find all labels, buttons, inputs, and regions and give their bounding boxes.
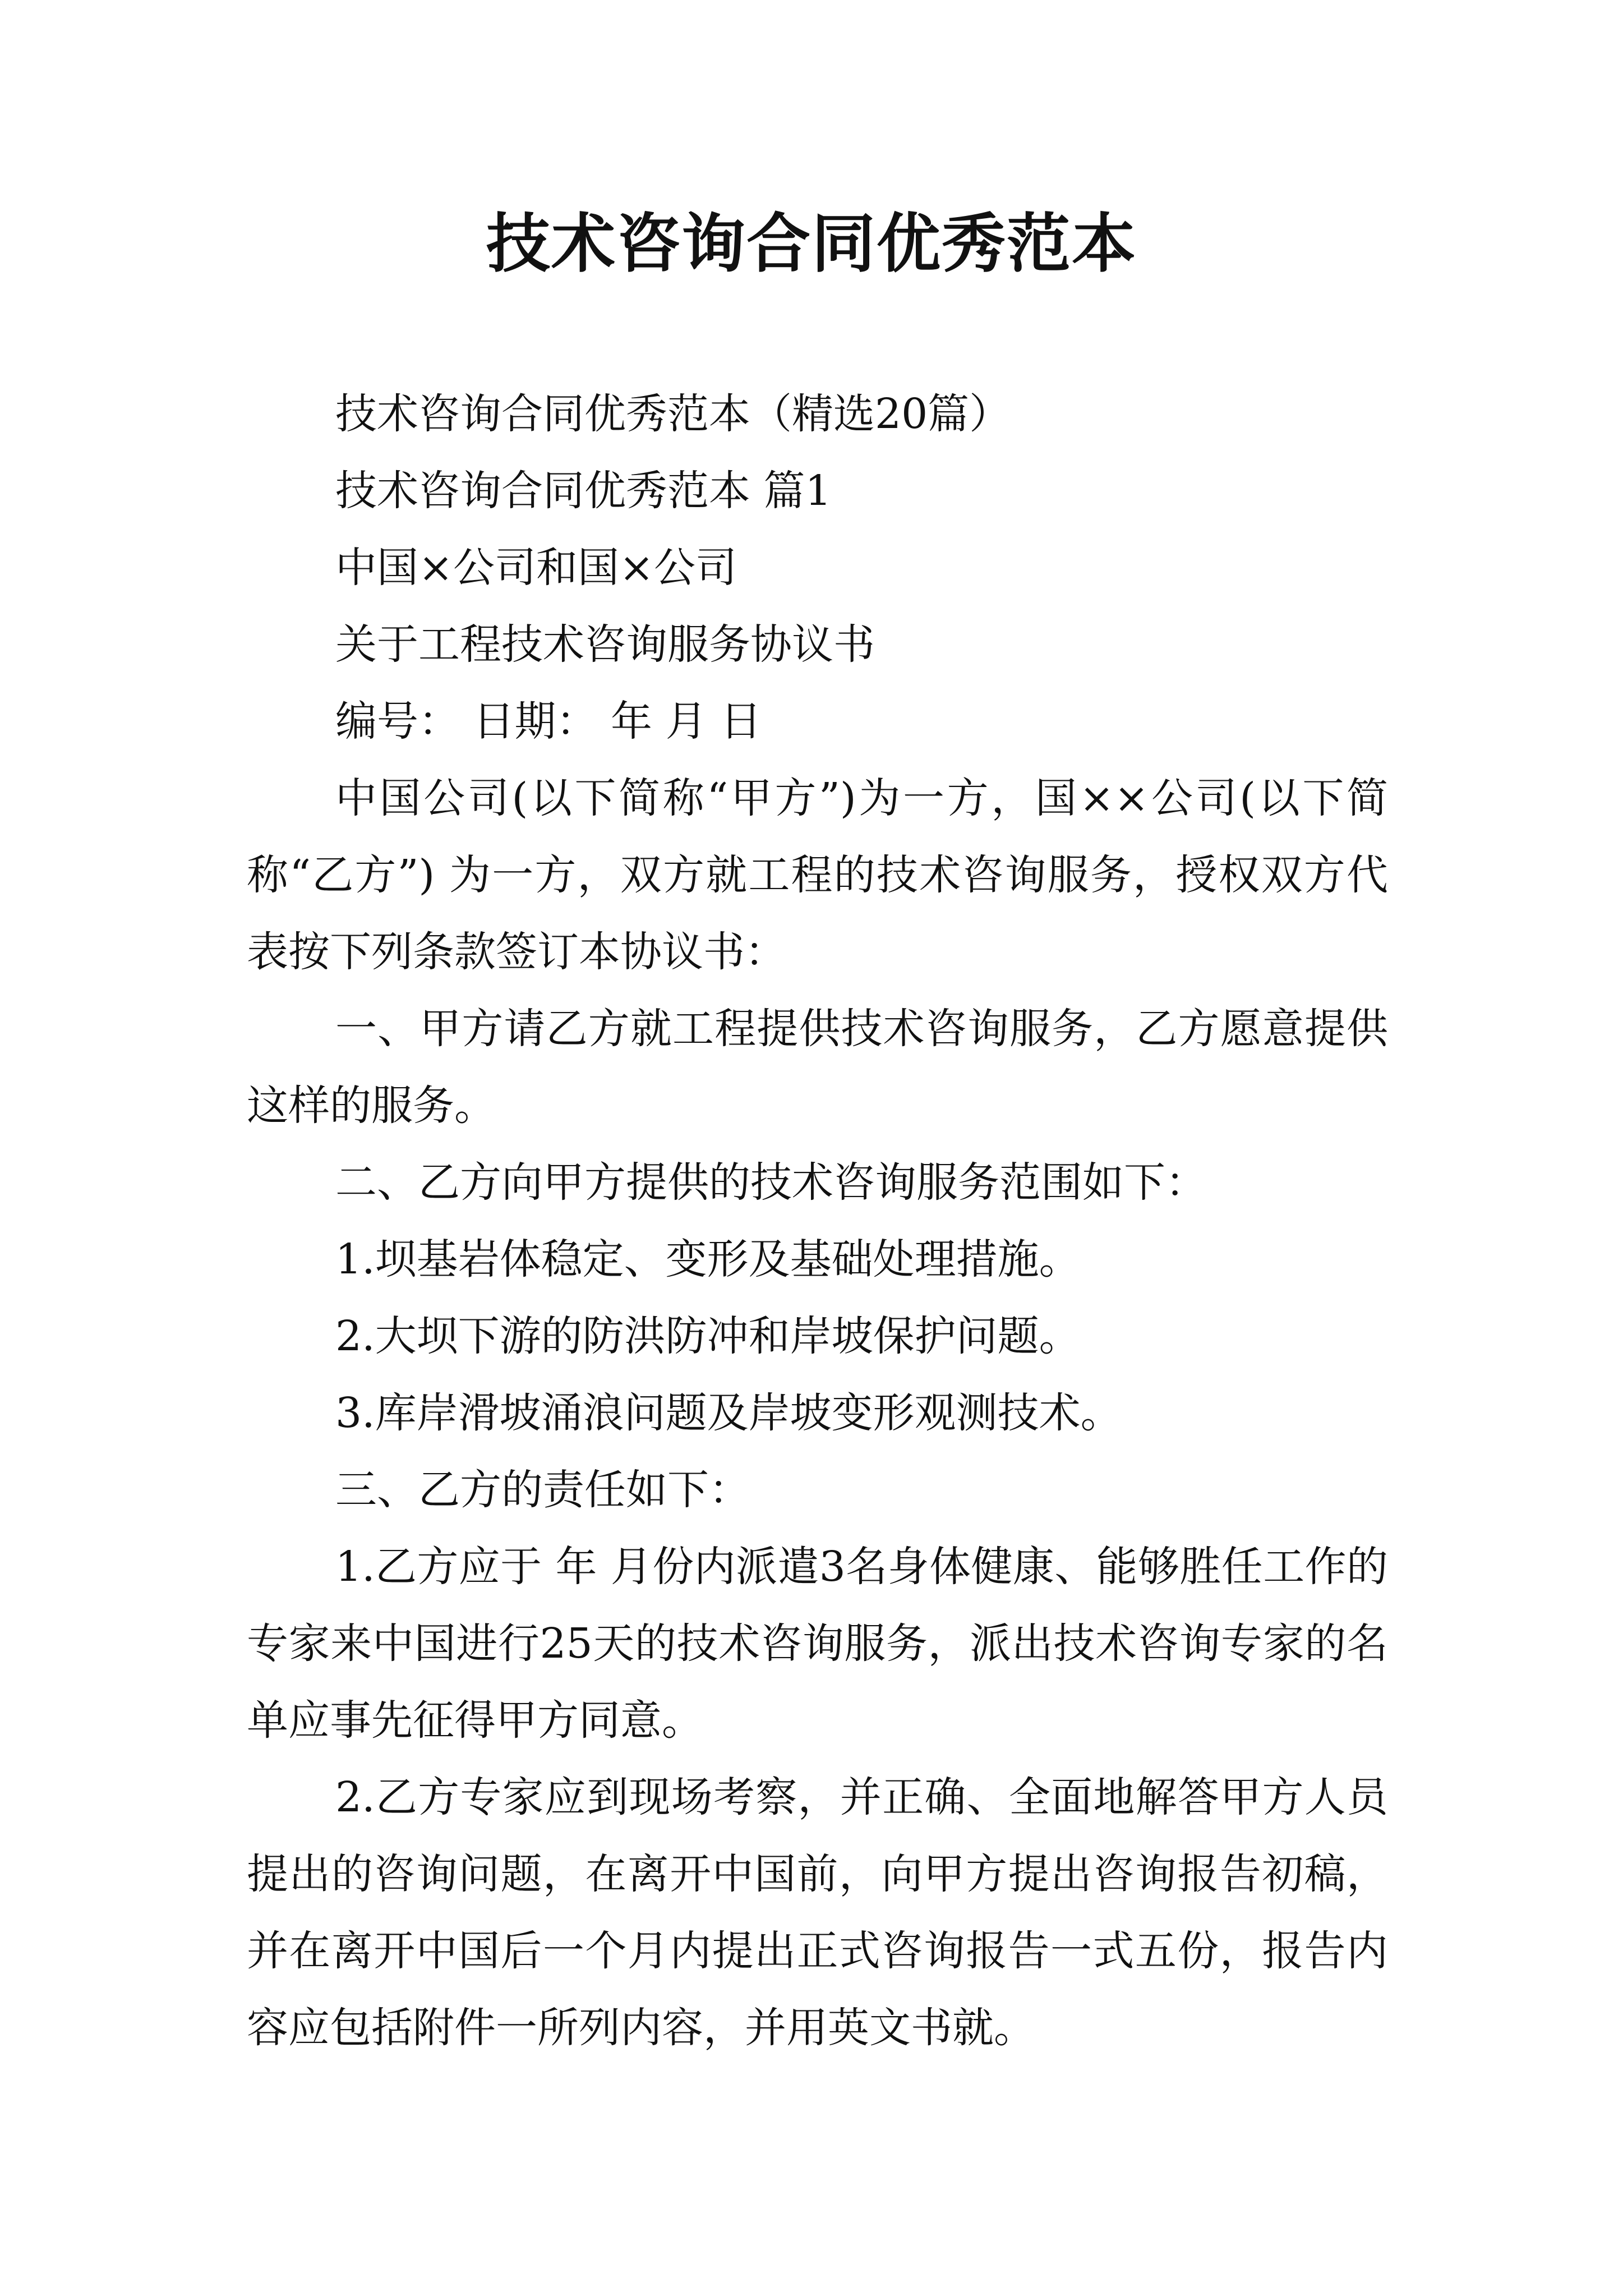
paragraph-clause-2: 二、乙方向甲方提供的技术咨询服务范围如下： [335, 1158, 1207, 1207]
paragraph-item-2-3: 3.库岸滑坡涌浪问题及岸坡变形观测技术。 [335, 1389, 1122, 1437]
paragraph-item-3-2: 2.乙方专家应到现场考察，并正确、全面地解答甲方人员提出的咨询问题，在离开中国前，向甲方提出咨询报告初稿，并在离开中国后一个月内提出正式咨询报告一式五份，报告内容应包括附件一所列内容，并用英文书就。 [247, 1773, 1388, 2052]
paragraph-clause-3: 三、乙方的责任如下： [335, 1466, 750, 1514]
paragraph-number-date: 编号： 日期： 年 月 日 [335, 697, 762, 746]
paragraph-subtitle: 技术咨询合同优秀范本（精选20篇） [335, 390, 1011, 438]
document-body [247, 376, 1388, 2067]
paragraph-preamble: 中国公司(以下简称“甲方”)为一方，国××公司(以下简称“乙方”) 为一方，双方就工程的技术咨询服务，授权双方代表按下列条款签订本协议书： [247, 774, 1388, 976]
paragraph-parties: 中国×公司和国×公司 [335, 544, 737, 592]
paragraph-section-heading: 技术咨询合同优秀范本 篇1 [335, 467, 832, 515]
paragraph-agreement-name: 关于工程技术咨询服务协议书 [335, 620, 875, 669]
document-title: 技术咨询合同优秀范本 [486, 206, 1137, 281]
paragraph-clause-1: 一、甲方请乙方就工程提供技术咨询服务，乙方愿意提供这样的服务。 [247, 1005, 1388, 1130]
paragraph-item-2-2: 2.大坝下游的防洪防冲和岸坡保护问题。 [335, 1312, 1081, 1360]
paragraph-item-2-1: 1.坝基岩体稳定、变形及基础处理措施。 [335, 1235, 1081, 1283]
paragraph-item-3-1: 1.乙方应于 年 月份内派遣3名身体健康、能够胜任工作的专家来中国进行25天的技术咨询服务，派出技术咨询专家的名单应事先征得甲方同意。 [247, 1543, 1388, 1745]
